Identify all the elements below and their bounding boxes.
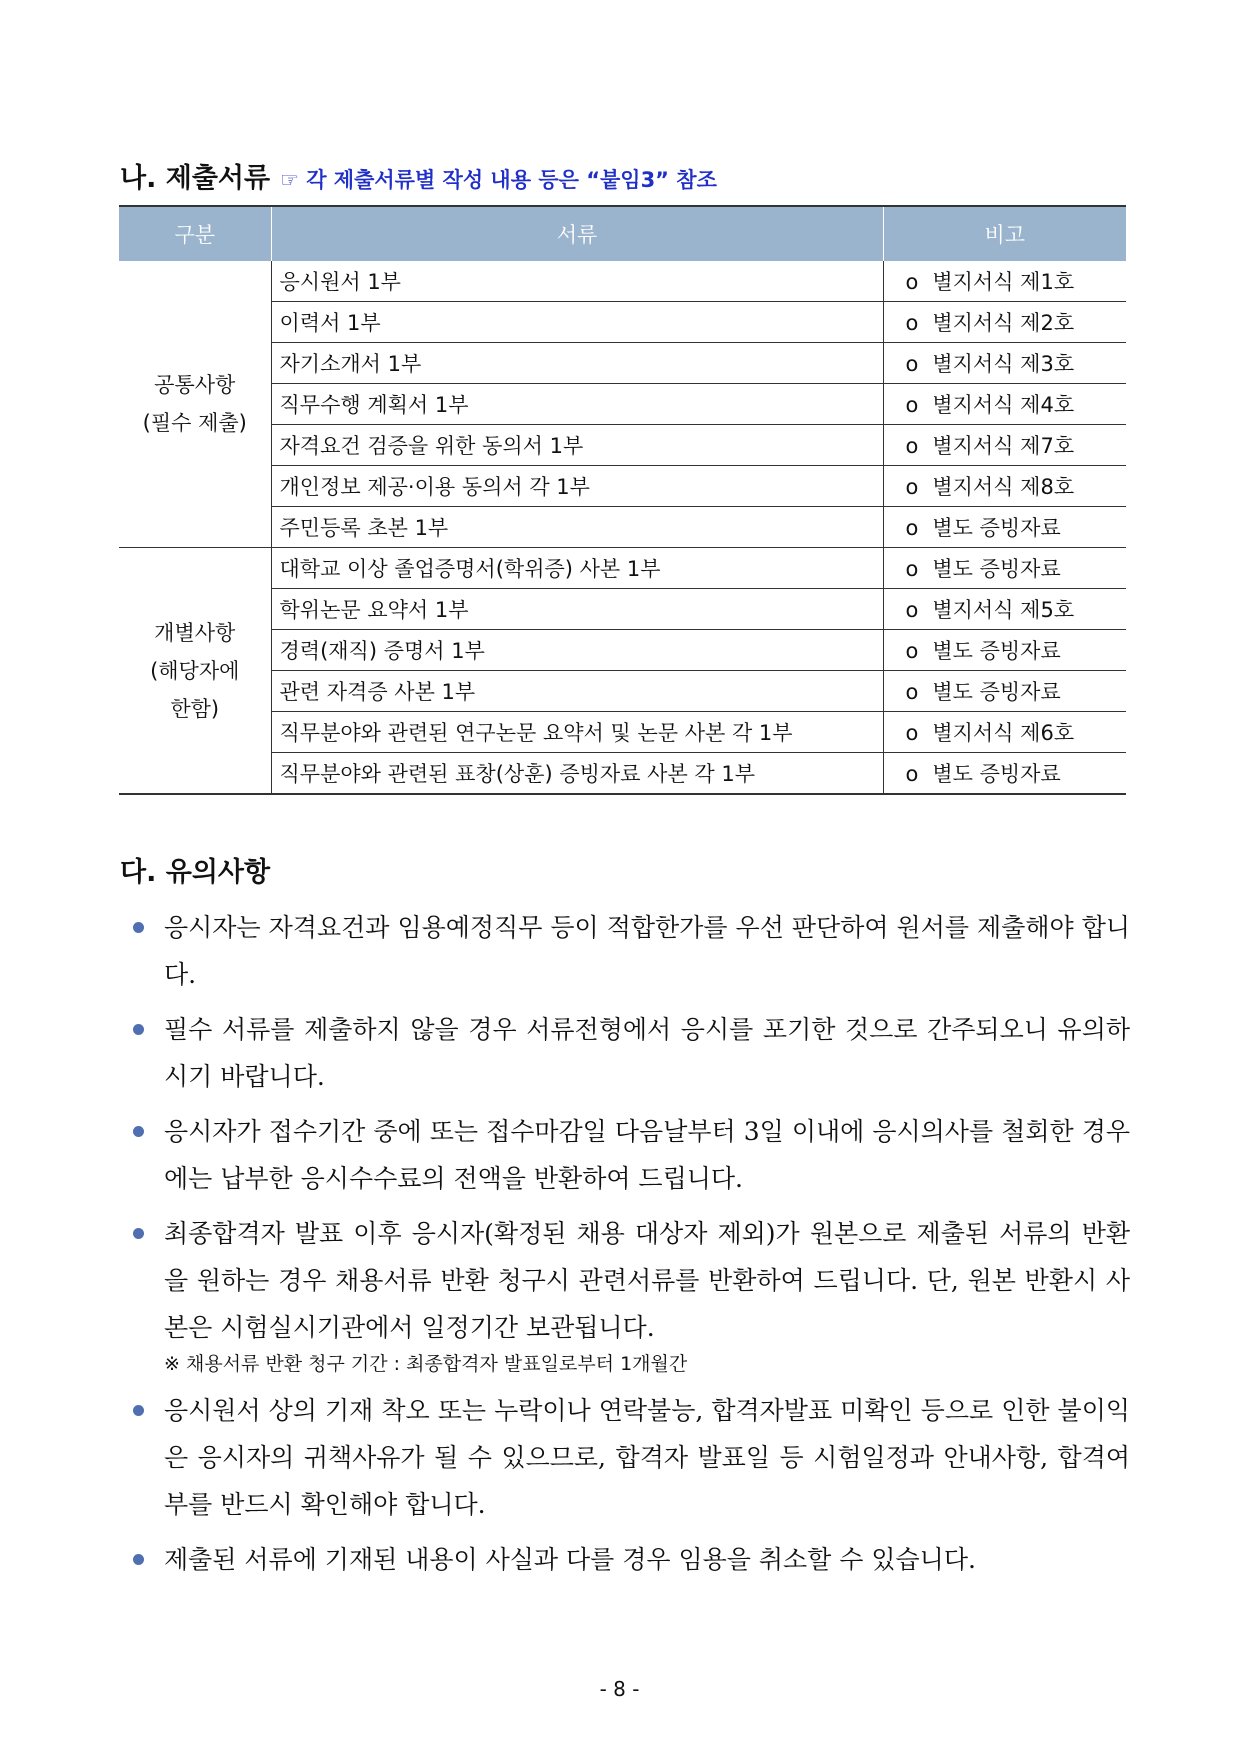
list-item-text: 응시자는 자격요건과 임용예정직무 등이 적합한가를 우선 판단하여 원서를 제출해야 합니다.	[164, 913, 1130, 989]
circle-marker: o	[905, 721, 919, 745]
table-row	[119, 261, 1126, 302]
bullet-icon	[133, 1126, 144, 1137]
note-cell	[883, 712, 1126, 753]
column-header: 비고	[883, 206, 1126, 261]
table-row	[119, 384, 1126, 425]
table-row	[119, 302, 1126, 343]
note-cell	[883, 261, 1126, 302]
note-cell	[883, 589, 1126, 630]
list-item	[130, 904, 1130, 998]
document-item: 개인정보 제공·이용 동의서 각 1부	[271, 466, 883, 507]
list-item	[130, 1387, 1130, 1528]
section-heading-precautions: 다. 유의사항	[120, 857, 271, 888]
circle-marker: o	[905, 311, 919, 335]
circle-marker: o	[905, 557, 919, 581]
document-item: 학위논문 요약서 1부	[271, 589, 883, 630]
note-text: 별지서식 제2호	[932, 311, 1075, 335]
document-item: 자격요건 검증을 위한 동의서 1부	[271, 425, 883, 466]
circle-marker: o	[905, 762, 919, 786]
list-item-text: 제출된 서류에 기재된 내용이 사실과 다를 경우 임용을 취소할 수 있습니다.	[164, 1545, 976, 1574]
note-cell	[883, 630, 1126, 671]
list-item-text: 응시자가 접수기간 중에 또는 접수마감일 다음날부터 3일 이내에 응시의사를 철회한 경우에는 납부한 응시수수료의 전액을 반환하여 드립니다.	[164, 1117, 1130, 1193]
note-text: 별도 증빙자료	[932, 680, 1061, 704]
note-text: 별지서식 제6호	[932, 721, 1075, 745]
document-item: 직무분야와 관련된 표창(상훈) 증빙자료 사본 각 1부	[271, 753, 883, 795]
note-text: 별도 증빙자료	[932, 762, 1061, 786]
note-text: 별지서식 제4호	[932, 393, 1075, 417]
section-heading-documents	[120, 156, 717, 195]
note-text: 별지서식 제7호	[932, 434, 1075, 458]
list-item	[130, 1006, 1130, 1100]
list-item-text: 응시원서 상의 기재 착오 또는 누락이나 연락불능, 합격자발표 미확인 등으로 인한 불이익은 응시자의 귀책사유가 될 수 있으므로, 합격자 발표일 등 시험일정과 안내사항, 합격여부를 반드시 확인해야 합니다.	[164, 1396, 1130, 1519]
note-cell	[883, 466, 1126, 507]
list-item-text: 필수 서류를 제출하지 않을 경우 서류전형에서 응시를 포기한 것으로 간주되오니 유의하시기 바랍니다.	[164, 1015, 1130, 1091]
circle-marker: o	[905, 680, 919, 704]
document-item: 이력서 1부	[271, 302, 883, 343]
table-row	[119, 466, 1126, 507]
table-row	[119, 425, 1126, 466]
document-item: 직무분야와 관련된 연구논문 요약서 및 논문 사본 각 1부	[271, 712, 883, 753]
circle-marker: o	[905, 516, 919, 540]
note-text: 별지서식 제1호	[932, 270, 1075, 294]
table-row	[119, 671, 1126, 712]
table-row	[119, 507, 1126, 548]
bullet-icon	[133, 1228, 144, 1239]
category-label: 개별사항 (해당자에 한함)	[150, 620, 240, 721]
document-item: 응시원서 1부	[271, 261, 883, 302]
category-cell	[119, 261, 271, 548]
document-item: 직무수행 계획서 1부	[271, 384, 883, 425]
note-text: 별지서식 제8호	[932, 475, 1075, 499]
table-header-row	[119, 206, 1126, 261]
note-cell	[883, 753, 1126, 795]
column-header: 서류	[271, 206, 883, 261]
circle-marker: o	[905, 393, 919, 417]
note-cell	[883, 671, 1126, 712]
category-label: 공통사항 (필수 제출)	[142, 373, 247, 435]
table-row	[119, 712, 1126, 753]
note-text: 별지서식 제5호	[932, 598, 1075, 622]
document-item: 관련 자격증 사본 1부	[271, 671, 883, 712]
reference-note: ☞ 각 제출서류별 작성 내용 등은 “붙임3” 참조	[280, 168, 717, 192]
note-cell	[883, 548, 1126, 589]
note-text: 별도 증빙자료	[932, 557, 1061, 581]
circle-marker: o	[905, 434, 919, 458]
note-text: 별도 증빙자료	[932, 639, 1061, 663]
note-cell	[883, 343, 1126, 384]
note-cell	[883, 384, 1126, 425]
document-item: 대학교 이상 졸업증명서(학위증) 사본 1부	[271, 548, 883, 589]
note-cell	[883, 507, 1126, 548]
document-item: 자기소개서 1부	[271, 343, 883, 384]
table-row	[119, 343, 1126, 384]
table-row	[119, 589, 1126, 630]
circle-marker: o	[905, 639, 919, 663]
table-row	[119, 753, 1126, 795]
note-text: 별지서식 제3호	[932, 352, 1075, 376]
documents-table	[119, 205, 1126, 795]
document-item: 주민등록 초본 1부	[271, 507, 883, 548]
table-row	[119, 548, 1126, 589]
circle-marker: o	[905, 475, 919, 499]
column-header: 구분	[119, 206, 271, 261]
table-row	[119, 630, 1126, 671]
page-number: - 8 -	[599, 1677, 640, 1701]
bullet-icon	[133, 1554, 144, 1565]
note-cell	[883, 425, 1126, 466]
circle-marker: o	[905, 352, 919, 376]
list-item	[130, 1210, 1130, 1379]
circle-marker: o	[905, 270, 919, 294]
category-cell	[119, 548, 271, 795]
bullet-icon	[133, 1024, 144, 1035]
document-item: 경력(재직) 증명서 1부	[271, 630, 883, 671]
bullet-icon	[133, 922, 144, 933]
list-item-text: 최종합격자 발표 이후 응시자(확정된 채용 대상자 제외)가 원본으로 제출된 서류의 반환을 원하는 경우 채용서류 반환 청구시 관련서류를 반환하여 드립니다. 단, 원본 반환시 사본은 시험실시기관에서 일정기간 보관됩니다.	[164, 1219, 1130, 1342]
circle-marker: o	[905, 598, 919, 622]
section-title: 나. 제출서류	[120, 163, 271, 194]
bullet-icon	[133, 1405, 144, 1416]
list-item	[130, 1536, 1130, 1583]
note-text: 별도 증빙자료	[932, 516, 1061, 540]
note-cell	[883, 302, 1126, 343]
subnote: ※ 채용서류 반환 청구 기간 : 최종합격자 발표일로부터 1개월간	[164, 1353, 688, 1375]
list-item	[130, 1108, 1130, 1202]
precautions-list	[130, 904, 1130, 1591]
